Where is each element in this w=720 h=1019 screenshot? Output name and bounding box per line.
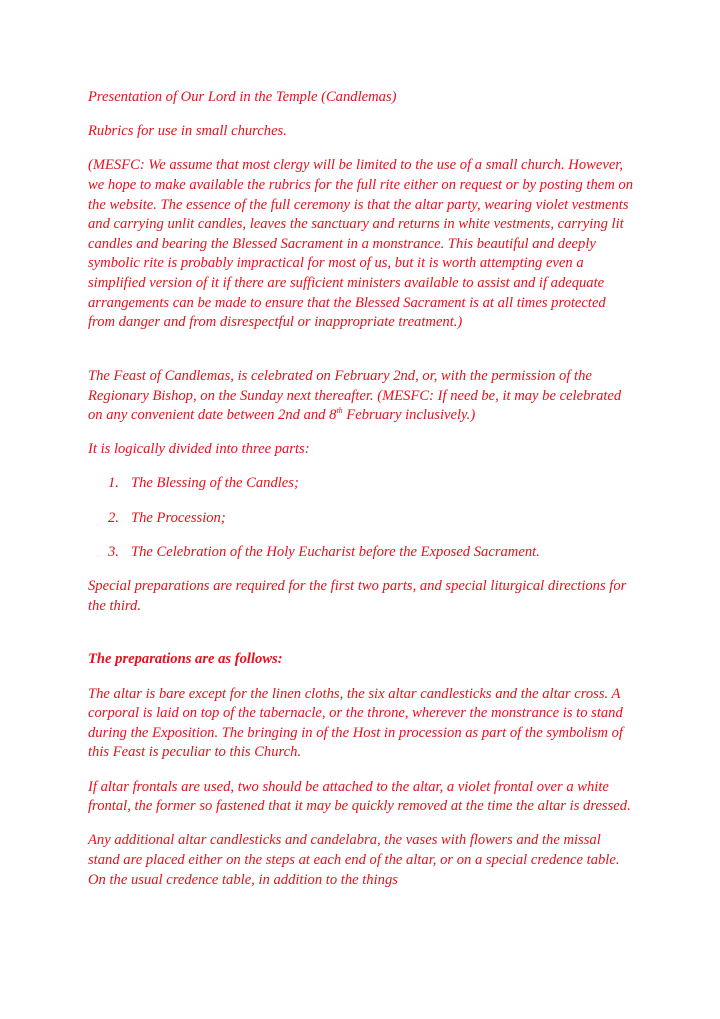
feast-date-text: The Feast of Candlemas, is celebrated on February 2nd, or, with the permission of the Regionary Bishop, on the Sunday next thereafter. (MESFC: If need be, it may be celebrated on any convenient date between 2nd and 8 xyxy=(88,367,622,424)
list-item-number: 2. xyxy=(108,509,119,526)
list-item-number: 3. xyxy=(108,543,119,560)
intro-note: (MESFC: We assume that most clergy will be limited to the use of a small church. However, we hope to make available the rubrics for the full rite either on request or by posting them on the website. The essence of the full ceremony is that the altar party, wearing violet vestments and carrying unlit candles, leaves the sanctuary and returns in white vestments, carrying lit candles and bearing the Blessed Sacrament in a monstrance. This beautiful and deeply symbolic rite is probably impractical for most of us, but it is worth attempting even a simplified version of it if there are sufficient ministers available to assist and if adequate arrangements can be made to ensure that the Blessed Sacrament is at all times protected from danger and from disrespectful or inappropriate treatment.) xyxy=(88,157,634,331)
list-item xyxy=(88,474,636,494)
feast-date-text-end: February inclusively.) xyxy=(342,407,476,424)
frontals-paragraph: If altar frontals are used, two should be attached to the altar, a violet frontal over a white frontal, the former so fastened that it may be quickly removed at the time the altar is dressed. xyxy=(88,778,631,815)
section-spacer xyxy=(88,347,636,367)
list-item-text: The Celebration of the Holy Eucharist before the Exposed Sacrament. xyxy=(131,543,540,560)
list-item-text: The Blessing of the Candles; xyxy=(131,475,299,492)
preparations-heading: The preparations are as follows: xyxy=(88,651,283,668)
feast-date-paragraph xyxy=(88,367,636,426)
section-spacer xyxy=(88,631,636,651)
feast-date-superscript: th xyxy=(336,406,343,416)
document-title: Presentation of Our Lord in the Temple (Candlemas) xyxy=(88,89,397,105)
list-item-number: 1. xyxy=(108,475,119,492)
document-body xyxy=(88,88,636,905)
list-item xyxy=(88,543,636,563)
altar-paragraph: The altar is bare except for the linen cloths, the six altar candlesticks and the altar cross. A corporal is laid on top of the tabernacle, or the throne, wherever the monstrance is to stand during the Exposition. The bringing in of the Host in procession as part of the symbolism of this Feast is peculiar to this Church. xyxy=(88,685,623,761)
list-item-text: The Procession; xyxy=(131,509,226,526)
preparations-note: Special preparations are required for the first two parts, and special liturgical directions for the third. xyxy=(88,578,627,614)
parts-list xyxy=(88,474,636,562)
division-intro: It is logically divided into three parts: xyxy=(88,441,310,458)
list-item xyxy=(88,509,636,529)
document-subtitle: Rubrics for use in small churches. xyxy=(88,123,287,140)
candlesticks-paragraph: Any additional altar candlesticks and candelabra, the vases with flowers and the missal stand are placed either on the steps at each end of the altar, or on a special credence table. On the usual credence table, in addition to the things xyxy=(88,832,620,888)
